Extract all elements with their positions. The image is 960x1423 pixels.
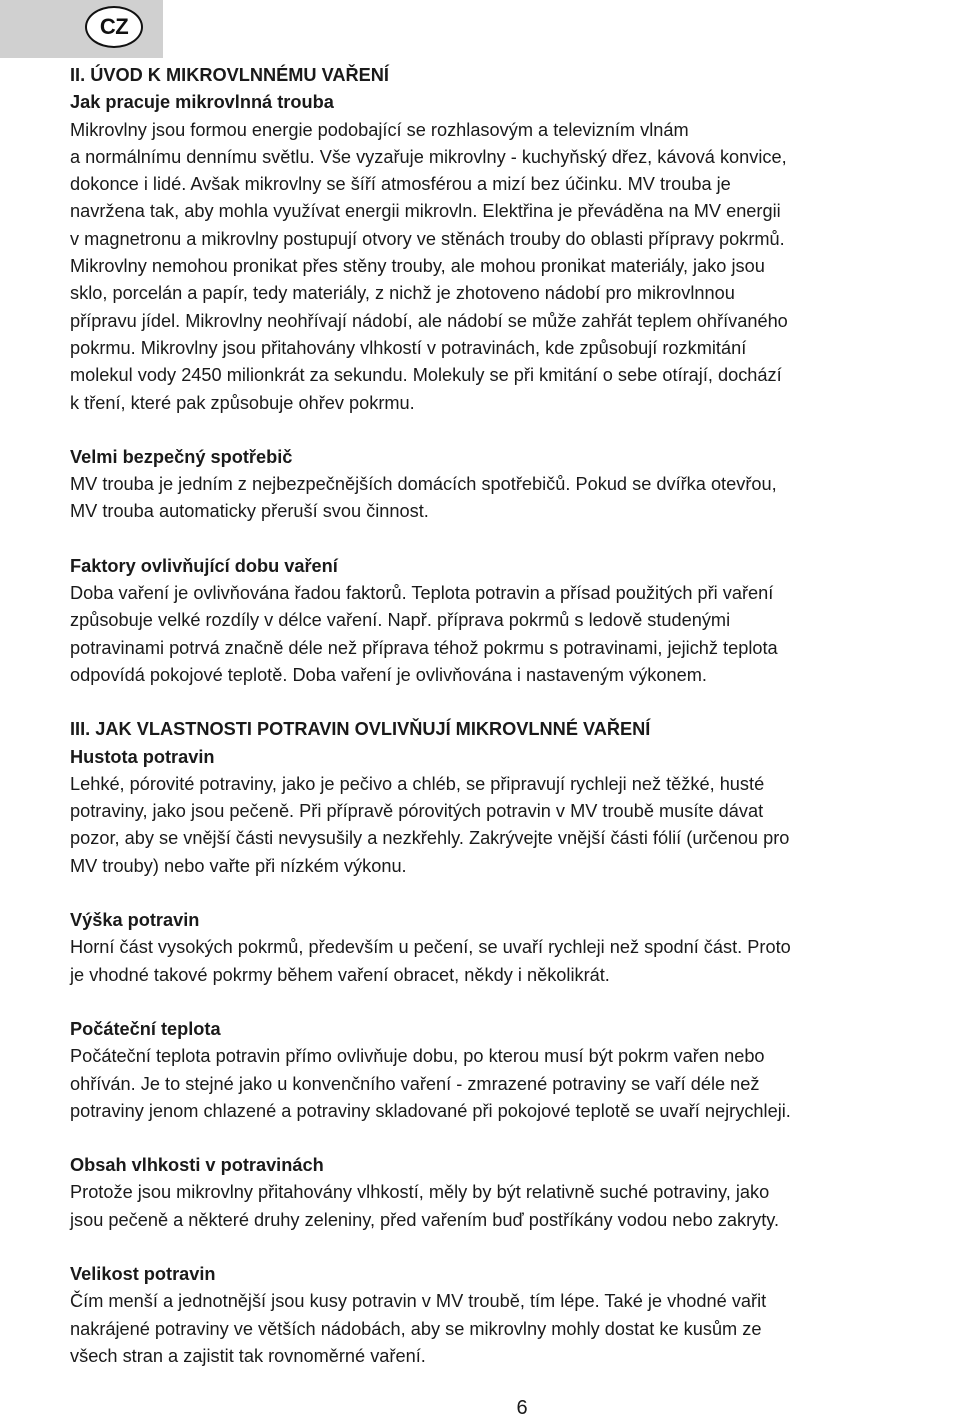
text-line: všech stran a zajistit tak rovnoměrné vaření.	[70, 1345, 426, 1366]
spacer	[70, 417, 960, 444]
language-badge: CZ	[85, 6, 143, 48]
spacer	[70, 1125, 960, 1152]
moisture-paragraph	[70, 1179, 960, 1234]
text-line: nakrájené potraviny ve větších nádobách, aby se mikrovlny mohly dostat ke kusům ze	[70, 1318, 762, 1339]
density-paragraph	[70, 771, 960, 880]
text-line: navržena tak, aby mohla využívat energii mikrovln. Elektřina je převáděna na MV energii	[70, 201, 781, 222]
initial-temp-heading: Počáteční teplota	[70, 1018, 221, 1039]
initial-temp-paragraph	[70, 1043, 960, 1125]
text-line: potraviny jenom chlazené a potraviny skladované při pokojové teplotě se uvaří nejrychleji.	[70, 1100, 791, 1121]
spacer	[70, 1234, 960, 1261]
text-line: molekul vody 2450 milionkrát za sekundu. Molekuly se při kmitání o sebe otírají, dochází	[70, 365, 782, 386]
height-paragraph	[70, 934, 960, 989]
text-line: MV trouby) nebo vařte při nízkém výkonu.	[70, 855, 407, 876]
spacer	[70, 989, 960, 1016]
text-line: odpovídá pokojové teplotě. Doba vaření je ovlivňována i nastaveným výkonem.	[70, 664, 707, 685]
section-3-title: III. JAK VLASTNOSTI POTRAVIN OVLIVŇUJÍ MIKROVLNNÉ VAŘENÍ	[70, 719, 651, 740]
section-2-title: II. ÚVOD K MIKROVLNNÉMU VAŘENÍ	[70, 65, 389, 85]
section-3-subtitle: Hustota potravin	[70, 746, 215, 767]
language-tab	[0, 0, 163, 58]
text-line: sklo, porcelán a papír, tedy materiály, z nichž je zhotoveno nádobí pro mikrovlnnou	[70, 283, 735, 304]
factors-paragraph	[70, 580, 960, 689]
size-paragraph	[70, 1288, 960, 1370]
text-line: pokrmu. Mikrovlny jsou přitahovány vlhkostí v potravinách, kde způsobují rozkmitání	[70, 337, 747, 358]
spacer	[70, 689, 960, 716]
text-line: Doba vaření je ovlivňována řadou faktorů. Teplota potravin a přísad použitých při vaření	[70, 583, 774, 604]
size-heading: Velikost potravin	[70, 1263, 216, 1284]
page-number: 6	[516, 1397, 528, 1419]
section-2-paragraph	[70, 117, 960, 417]
text-line: jsou pečeně a některé druhy zeleniny, před vařením buď postříkány vodou nebo zakryty.	[70, 1209, 780, 1230]
safe-heading: Velmi bezpečný spotřebič	[70, 446, 293, 467]
text-line: Protože jsou mikrovlny přitahovány vlhkostí, měly by být relativně suché potraviny, jako	[70, 1182, 770, 1203]
text-line: k tření, které pak způsobuje ohřev pokrmu.	[70, 392, 415, 413]
text-line: Lehké, pórovité potraviny, jako je pečivo a chléb, se připravují rychleji než těžké, husté	[70, 773, 765, 794]
text-line: MV trouba automaticky přeruší svou činnost.	[70, 501, 429, 522]
text-line: způsobuje velké rozdíly v délce vaření. Např. příprava pokrmů s ledově studenými	[70, 610, 731, 631]
document-body	[70, 62, 960, 1370]
text-line: Čím menší a jednotnější jsou kusy potravin v MV troubě, tím lépe. Také je vhodné vařit	[70, 1291, 767, 1312]
factors-heading: Faktory ovlivňující dobu vaření	[70, 555, 338, 576]
spacer	[70, 526, 960, 553]
text-line: potraviny, jako jsou pečeně. Při přípravě pórovitých potravin v MV troubě musíte dávat	[70, 801, 764, 822]
text-line: v magnetronu a mikrovlny postupují otvory ve stěnách trouby do oblasti přípravy pokrmů.	[70, 228, 785, 249]
text-line: přípravu jídel. Mikrovlny neohřívají nádobí, ale nádobí se může zahřát teplem ohřívaného	[70, 310, 788, 331]
text-line: ohříván. Je to stejné jako u konvenčního vaření - zmrazené potraviny se vaří déle než	[70, 1073, 760, 1094]
text-line: MV trouba je jedním z nejbezpečnějších domácích spotřebičů. Pokud se dvířka otevřou,	[70, 474, 777, 495]
safe-paragraph	[70, 471, 960, 526]
text-line: a normálnímu dennímu světlu. Vše vyzařuje mikrovlny - kuchyňský dřez, kávová konvice,	[70, 146, 787, 167]
spacer	[70, 880, 960, 907]
text-line: Mikrovlny nemohou pronikat přes stěny trouby, ale mohou pronikat materiály, jako jsou	[70, 256, 765, 277]
text-line: je vhodné takové pokrmy během vaření obracet, někdy i několikrát.	[70, 964, 610, 985]
height-heading: Výška potravin	[70, 910, 200, 931]
text-line: potravinami potrvá značně déle než příprava téhož pokrmu s potravinami, jejichž teplota	[70, 637, 778, 658]
text-line: dokonce i lidé. Avšak mikrovlny se šíří atmosférou a mizí bez účinku. MV trouba je	[70, 174, 731, 195]
section-2-subtitle: Jak pracuje mikrovlnná trouba	[70, 92, 334, 113]
text-line: Počáteční teplota potravin přímo ovlivňuje dobu, po kterou musí být pokrm vařen nebo	[70, 1046, 765, 1067]
text-line: Mikrovlny jsou formou energie podobající se rozhlasovým a televizním vlnám	[70, 119, 689, 140]
text-line: pozor, aby se vnější části nevysušily a nezkřehly. Zakrývejte vnější části fólií (určenou pro	[70, 828, 790, 849]
text-line: Horní část vysokých pokrmů, především u pečení, se uvaří rychleji než spodní část. Proto	[70, 937, 791, 958]
moisture-heading: Obsah vlhkosti v potravinách	[70, 1155, 324, 1176]
